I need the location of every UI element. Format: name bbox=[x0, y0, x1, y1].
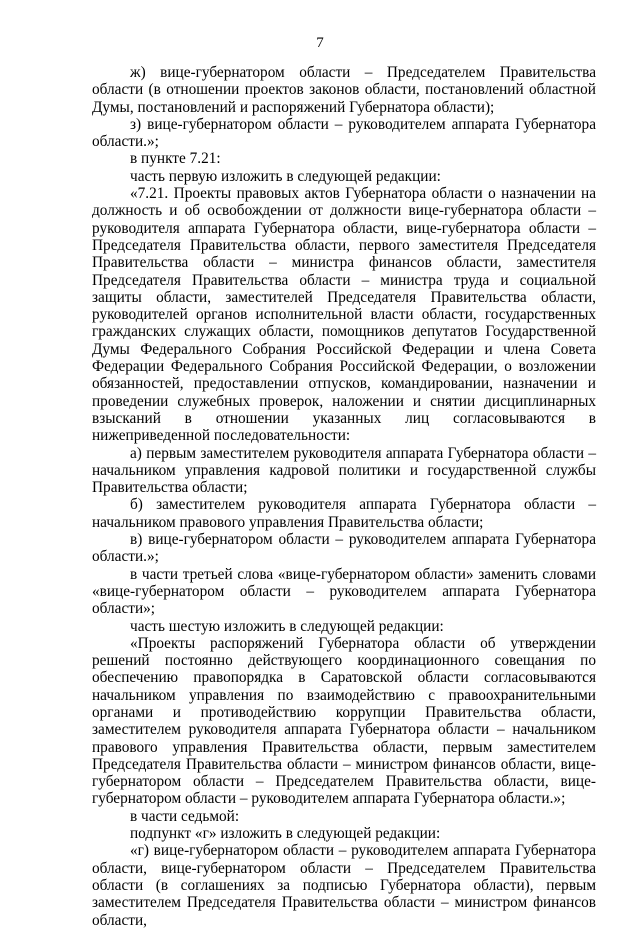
paragraph-part-seven: в части седьмой: bbox=[130, 807, 240, 825]
paragraph-part-one-intro: часть первую изложить в следующей редакции: bbox=[130, 167, 441, 185]
paragraph-z: з) вице-губернатором области – руководителем аппарата Губернатора области.»; bbox=[92, 115, 596, 151]
page-number: 7 bbox=[316, 35, 324, 51]
paragraph-7-21-text: «7.21. Проекты правовых актов Губернатора области о назначении на должность и об освобождении от должности вице-губернатора области – руководителя аппарата Губернатора области, вице-губернатора области – Председателя Правительства области, первого заместителя Председателя Правительства области – министра финансов области, заместителя Председателя Правительства области – министра труда и социальной защиты области, заместителей Председателя Правительства области, руководителей органов исполнительной власти области, государственных гражданских служащих области, помощников депутатов Государственной Думы Федерального Собрания Российской Федерации и члена Совета Федерации Федерального Собрания Российской Федерации, о возложении обязанностей, предоставлении отпусков, командировании, назначении и проведении служебных проверок, наложении и снятии дисциплинарных взысканий в отношении указанных лиц согласовываются в нижеприведенной последовательности: bbox=[92, 185, 596, 445]
paragraph-part-six-text: «Проекты распоряжений Губернатора области об утверждении решений постоянно действующего координационного совещания по обеспечению правопорядка в Саратовской области согласовываются начальником управления по взаимодействию с правоохранительными органами и противодействию коррупции Правительства области, заместителем руководителя аппарата Губернатора области – начальником правового управления Правительства области, первым заместителем Председателя Правительства области – министром финансов области, вице-губернатором области – Председателем Правительства области, вице-губернатором области – руководителем аппарата Губернатора области.»; bbox=[92, 634, 596, 808]
paragraph-b: б) заместителем руководителя аппарата Губернатора области – начальником правового управления Правительства области; bbox=[92, 496, 596, 531]
paragraph-subpoint-g-text: «г) вице-губернатором области – руководителем аппарата Губернатора области, вице-губернатором области – Председателем Правительства области (в соглашениях за подписью Губернатора области), первым заместителем Председателя Правительства области – министром финансов области, bbox=[92, 842, 596, 929]
paragraph-a: а) первым заместителем руководителя аппарата Губернатора области – начальником управления кадровой политики и государственной службы Правительства области; bbox=[92, 444, 596, 497]
document-body bbox=[92, 64, 596, 929]
paragraph-part-three: в части третьей слова «вице-губернатором области» заменить словами «вице-губернатором области – руководителем аппарата Губернатора области»; bbox=[92, 565, 596, 618]
paragraph-part-six-intro: часть шестую изложить в следующей редакции: bbox=[130, 617, 444, 635]
paragraph-v: в) вице-губернатором области – руководителем аппарата Губернатора области.»; bbox=[92, 531, 596, 566]
paragraph-zh: ж) вице-губернатором области – Председателем Правительства области (в отношении проектов законов области, постановлений областной Думы, постановлений и распоряжений Губернатора области); bbox=[92, 64, 596, 116]
paragraph-subpoint-g-intro: подпункт «г» изложить в следующей редакции: bbox=[130, 825, 441, 843]
paragraph-point-7-21: в пункте 7.21: bbox=[130, 150, 221, 168]
